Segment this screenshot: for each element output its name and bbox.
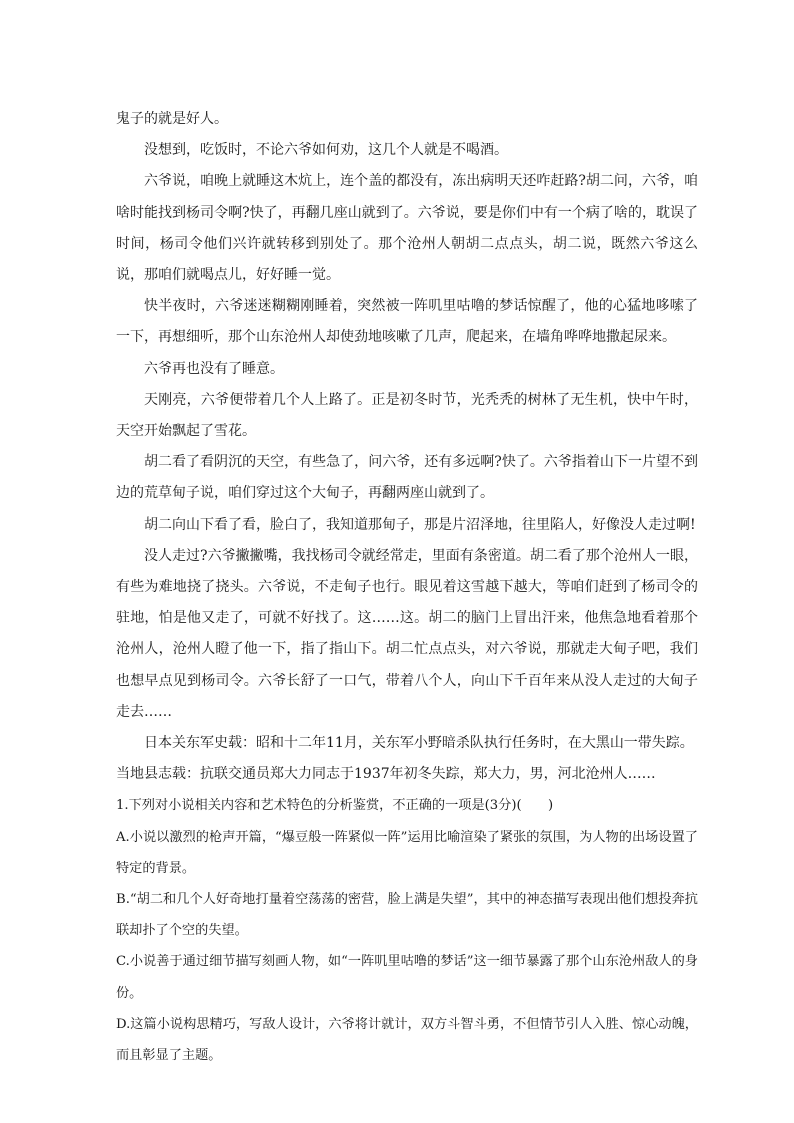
county-record: 当地县志载：抗联交通员郑大力同志于1937年初冬失踪，郑大力，男，河北沧州人…… [116,766,656,783]
history-record: 日本关东军史载：昭和十二年11月，关东军小野暗杀队执行任务时，在大黑山一带失踪。 [144,735,694,752]
question-stem: 1.下列对小说相关内容和艺术特色的分析鉴赏，不正确的一项是(3分)( ) [116,798,554,814]
option-a: A.小说以激烈的枪声开篇，“爆豆般一阵紧似一阵”运用比喻渲染了紧张的氛围，为人物的出场设置了特定的背景。 [116,829,698,876]
story-paragraph-7: 胡二看了看阴沉的天空，有些急了，问六爷，还有多远啊?快了。六爷指着山下一片望不到边的荒草甸子说，咱们穿过这个大甸子，再翻两座山就到了。 [116,454,698,502]
story-paragraph-1: 鬼子的就是好人。 [116,111,228,127]
story-paragraph-5: 六爷再也没有了睡意。 [144,360,284,377]
story-paragraph-2: 没想到，吃饭时，不论六爷如何劝，这几个人就是不喝酒。 [144,142,508,159]
story-paragraph-9: 没人走过?六爷撇撇嘴，我找杨司令就经常走，里面有条密道。胡二看了那个沧州人一眼，有些为难地挠了挠头。六爷说，不走甸子也行。眼见着这雪越下越大，等咱们赶到了杨司令的驻地，怕是他又走了，可就不好找了。这……这。胡二的脑门上冒出汗来，他焦急地看着那个沧州人，沧州人瞪了他一下，指了指山下。胡二忙点点头，对六爷说，那就走大甸子吧，我们也想早点见到杨司令。六爷长舒了一口气，带着八个人，向山下千百年来从没人走过的大甸子走去…… [116,547,698,720]
option-c: C.小说善于通过细节描写刻画人物，如“一阵叽里咕噜的梦话”这一细节暴露了那个山东沧州敌人的身份。 [116,954,698,1001]
story-paragraph-8: 胡二向山下看了看，脸白了，我知道那甸子，那是片沼泽地，往里陷人，好像没人走过啊! [144,516,696,533]
story-paragraph-3: 六爷说，咱晚上就睡这木炕上，连个盖的都没有，冻出病明天还咋赶路?胡二问，六爷，咱啥时能找到杨司令啊?快了，再翻几座山就到了。六爷说，要是你们中有一个病了啥的，耽误了时间，杨司令他们兴许就转移到别处了。那个沧州人朝胡二点点头，胡二说，既然六爷这么说，那咱们就喝点儿，好好睡一觉。 [116,173,698,284]
option-b: B.“胡二和几个人好奇地打量着空荡荡的密营，脸上满是失望”，其中的神态描写表现出他们想投奔抗联却扑了个空的失望。 [116,892,698,939]
story-paragraph-6: 天刚亮，六爷便带着几个人上路了。正是初冬时节，光秃秃的树林了无生机，快中午时，天空开始飘起了雪花。 [116,391,698,440]
option-d: D.这篇小说构思精巧，写敌人设计，六爷将计就计，双方斗智斗勇，不但情节引人入胜、惊心动魄，而且彰显了主题。 [116,1016,698,1064]
story-paragraph-4: 快半夜时，六爷迷迷糊糊刚睡着，突然被一阵叽里咕噜的梦话惊醒了，他的心猛地哆嗦了一下，再想细听，那个山东沧州人却使劲地咳嗽了几声，爬起来，在墙角哗哗地撒起尿来。 [116,298,698,346]
